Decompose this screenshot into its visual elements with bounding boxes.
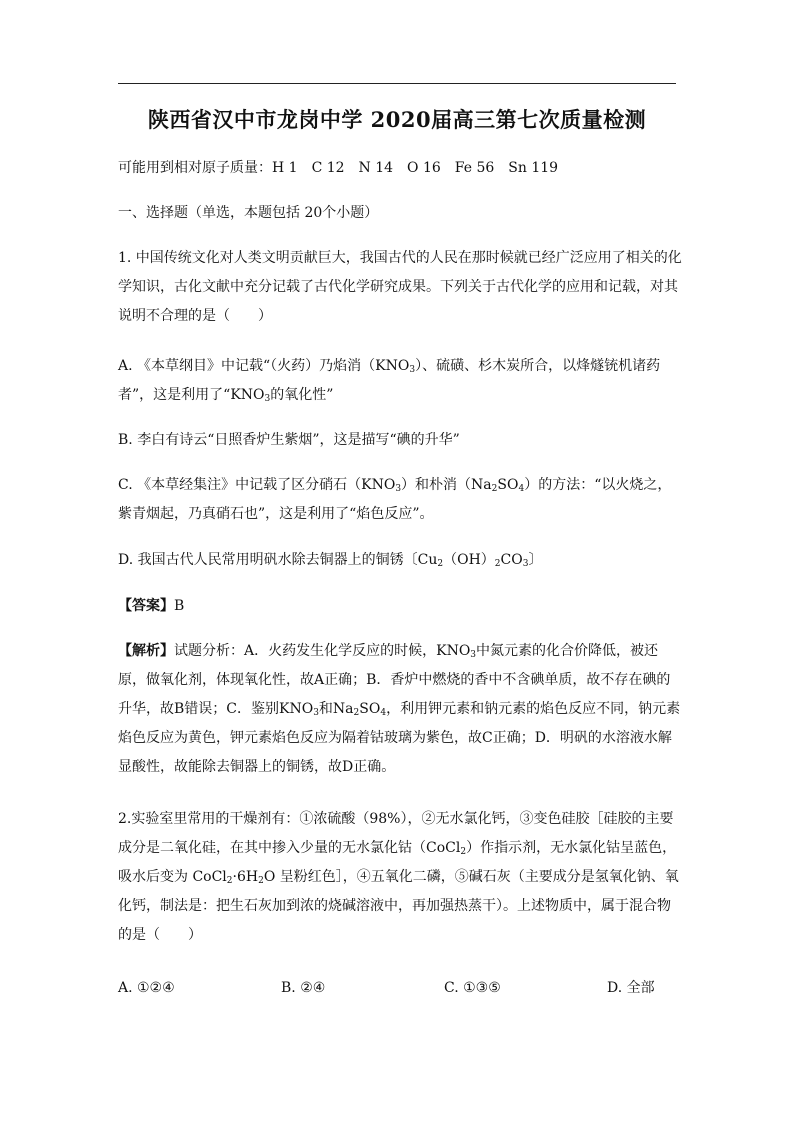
answer-value: B (174, 598, 185, 614)
question-1-option-c: C. 《本草经集注》中记载了区分硝石$(KNO_3)$和朴消$(Na_2SO_4)$的方法：“以火烧之，紫青烟起，乃真硝石也”，这是利用了“焰色反应”。 (118, 477, 672, 522)
question-2-option-d: D. 全部 (607, 980, 655, 996)
section-heading: 一、选择题（单选，本题包括 20个小题） (118, 205, 379, 221)
question-2-option-a: A. ①②④ (118, 980, 175, 996)
page-title: 陕西省汉中市龙岗中学 2020届高三第七次质量检测 (147, 107, 647, 132)
analysis-label: 【解析】 (118, 643, 174, 659)
question-1-stem: 1. 中国传统文化对人类文明贡献巨大，我国古代的人民在那时候就已经广泛应用了相关的化学知识，古化文献中充分记载了古代化学研究成果。下列关于古代化学的应用和记载，对其说明不合理的是（ ） (118, 250, 682, 324)
question-2-stem: 2.实验室里常用的干燥剂有：①浓硫酸（98%），②无水氯化钙，③变色硅胶［硅胶的主要成分是二氧化硅，在其中掺入少量的无水氯化钴（CoCl$_2$）作指示剂，无水氯化钴呈蓝色，吸水后变为 $CoCl_2\cdot 6H_2O$ 呈粉红色］，④五氧化二磷，⑤碱石灰（主要成分是氢氧化钠、氧化钙，制法是：把生石灰加到浓的烧碱溶液中，再加强热蒸干）。上述物质中，属于混合物的是（ ） (118, 811, 679, 943)
question-2-option-b: B. ②④ (281, 980, 326, 996)
question-2-options (118, 973, 682, 1003)
question-1-answer (118, 592, 682, 621)
header-rule (118, 83, 676, 84)
question-1-analysis: 【解析】试题分析：A．火药发生化学反应的时候，$KNO_3$中氮元素的化合价降低，被还原，做氧化剂，体现氧化性，故A正确；B．香炉中燃烧的香中不含碘单质，故不存在碘的升华，故B错误；C．鉴别$KNO_3$和$Na_2SO_4$，利用钾元素和钠元素的焰色反应不同，钠元素焰色反应为黄色，钾元素焰色反应为隔着钴玻璃为紫色，故C正确；D．明矾的水溶液水解显酸性，故能除去铜器上的铜锈，故D正确。 (118, 643, 681, 775)
question-1-option-b: B. 李白有诗云“日照香炉生紫烟”，这是描写“碘的升华” (118, 432, 460, 448)
question-1-option-d: D. 我国古代人民常用明矾水除去铜器上的铜锈〔$Cu_2(OH)_2CO_3$〕 (118, 552, 543, 569)
question-1-option-a: A. 《本草纲目》中记载“（火药）乃焰消$(KNO_3)$、硫磺、杉木炭所合，以烽燧铳机诸药者”，这是利用了“$KNO_3$的氧化性” (118, 358, 661, 404)
answer-label: 【答案】 (118, 598, 174, 614)
question-2-option-c: C. ①③⑤ (444, 980, 501, 996)
atomic-masses: 可能用到相对原子质量：H 1 C 12 N 14 O 16 Fe 56 Sn 119 (118, 160, 559, 176)
